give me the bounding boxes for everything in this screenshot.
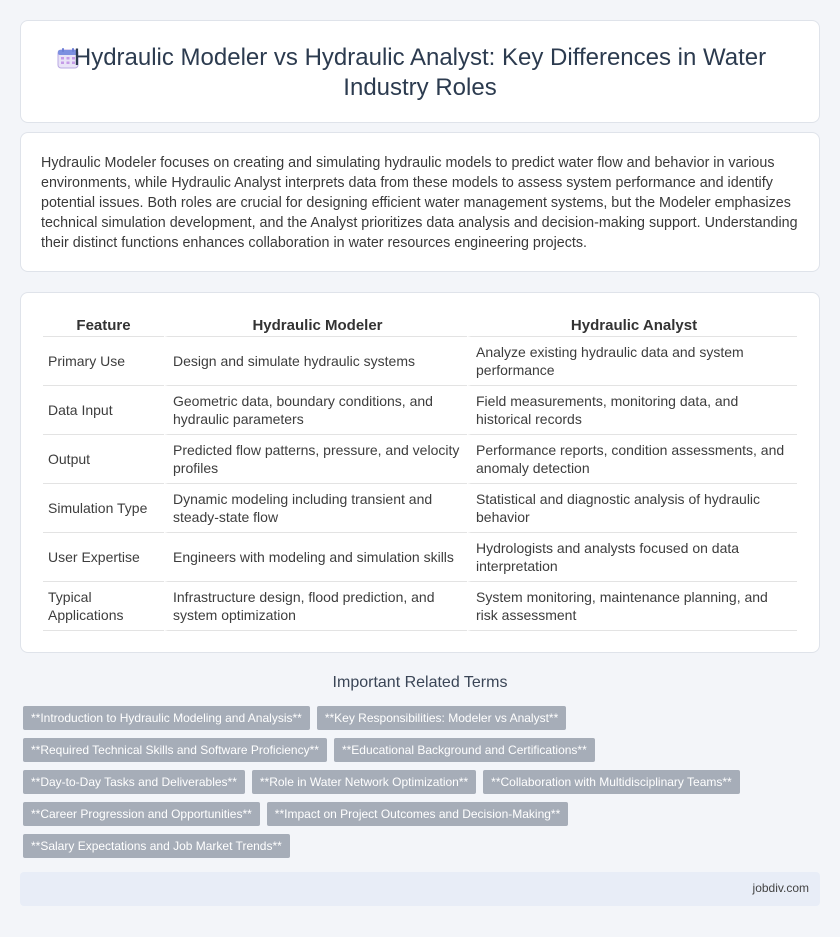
related-term-tag[interactable]: **Required Technical Skills and Software Proficiency** [23, 738, 327, 762]
header-feature: Feature [43, 315, 164, 337]
feature-cell: Output [43, 435, 164, 484]
feature-cell: Primary Use [43, 337, 164, 386]
modeler-cell: Design and simulate hydraulic systems [164, 337, 467, 386]
footer [20, 872, 820, 906]
related-term-tag[interactable]: **Salary Expectations and Job Market Trends** [23, 834, 290, 858]
header-modeler: Hydraulic Modeler [164, 315, 467, 337]
related-term-tag[interactable]: **Educational Background and Certifications** [334, 738, 595, 762]
related-term-tag[interactable]: **Key Responsibilities: Modeler vs Analyst** [317, 706, 566, 730]
feature-cell: Typical Applications [43, 582, 164, 631]
analyst-cell: System monitoring, maintenance planning, and risk assessment [467, 582, 797, 631]
feature-cell: Data Input [43, 386, 164, 435]
page-title: Hydraulic Modeler vs Hydraulic Analyst: Key Differences in Water Industry Roles [73, 44, 767, 101]
related-term-tag[interactable]: **Collaboration with Multidisciplinary Teams** [483, 770, 740, 794]
modeler-cell: Engineers with modeling and simulation skills [164, 533, 467, 582]
related-term-tag[interactable]: **Impact on Project Outcomes and Decision-Making** [267, 802, 568, 826]
footer-site-link[interactable]: jobdiv.com [752, 881, 809, 895]
related-term-tag[interactable]: **Role in Water Network Optimization** [252, 770, 476, 794]
related-term-tag[interactable]: **Career Progression and Opportunities** [23, 802, 260, 826]
table-row [43, 484, 797, 533]
modeler-cell: Predicted flow patterns, pressure, and velocity profiles [164, 435, 467, 484]
related-terms-list [23, 706, 783, 858]
related-term-tag[interactable]: **Introduction to Hydraulic Modeling and Analysis** [23, 706, 310, 730]
analyst-cell: Statistical and diagnostic analysis of hydraulic behavior [467, 484, 797, 533]
table-header-row [43, 315, 797, 337]
analyst-cell: Field measurements, monitoring data, and historical records [467, 386, 797, 435]
modeler-cell: Dynamic modeling including transient and steady-state flow [164, 484, 467, 533]
intro-paragraph: Hydraulic Modeler focuses on creating and simulating hydraulic models to predict water flow and behavior in various environments, while Hydraulic Analyst interprets data from these models to assess system performance and identify potential issues. Both roles are crucial for designing efficient water management systems, but the Modeler emphasizes technical simulation development, and the Analyst prioritizes data analysis and decision-making support. Understanding their distinct functions enhances collaboration in water resources engineering projects. [41, 155, 798, 251]
comparison-table [43, 315, 797, 631]
analyst-cell: Analyze existing hydraulic data and system performance [467, 337, 797, 386]
modeler-cell: Infrastructure design, flood prediction, and system optimization [164, 582, 467, 631]
table-row [43, 533, 797, 582]
intro-card [20, 132, 820, 272]
analyst-cell: Hydrologists and analysts focused on data interpretation [467, 533, 797, 582]
analyst-cell: Performance reports, condition assessments, and anomaly detection [467, 435, 797, 484]
related-term-tag[interactable]: **Day-to-Day Tasks and Deliverables** [23, 770, 245, 794]
table-row [43, 386, 797, 435]
table-row [43, 582, 797, 631]
table-row [43, 435, 797, 484]
feature-cell: User Expertise [43, 533, 164, 582]
header-card [20, 20, 820, 123]
feature-cell: Simulation Type [43, 484, 164, 533]
related-terms-title: Important Related Terms [332, 674, 508, 691]
modeler-cell: Geometric data, boundary conditions, and hydraulic parameters [164, 386, 467, 435]
comparison-table-card [20, 292, 820, 653]
header-analyst: Hydraulic Analyst [467, 315, 797, 337]
table-row [43, 337, 797, 386]
